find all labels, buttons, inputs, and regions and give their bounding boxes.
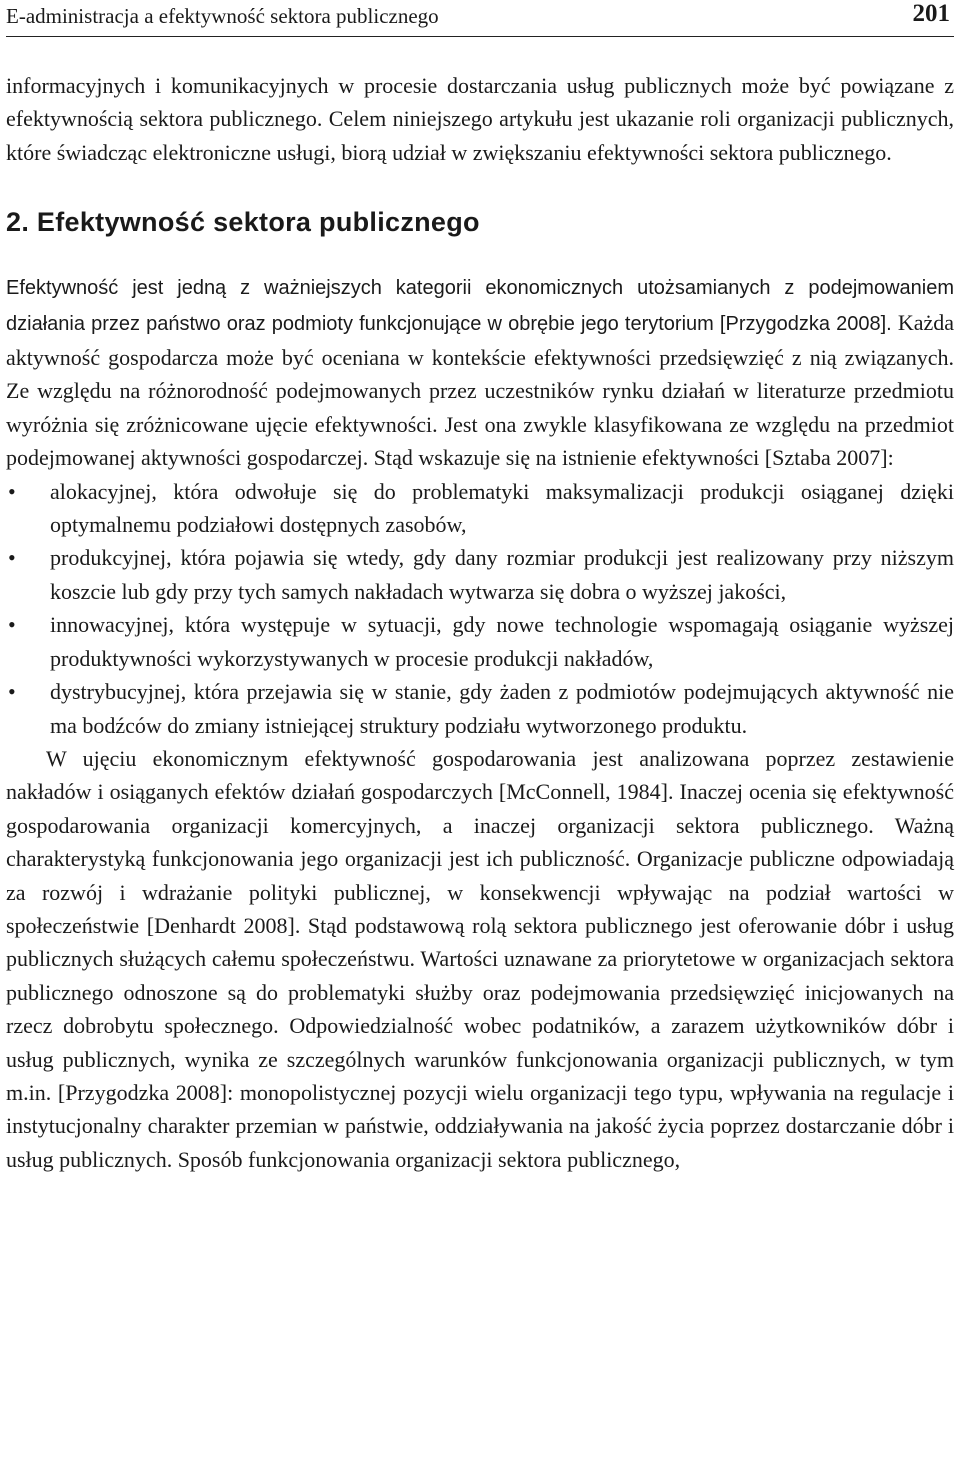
section-paragraph-1 (6, 270, 954, 474)
running-title: E-administracja a efektywność sektora publicznego (6, 4, 439, 28)
list-item (6, 475, 954, 542)
section-heading: 2. Efektywność sektora publicznego (6, 207, 480, 238)
list-item (6, 608, 954, 675)
list-item-text: dystrybucyjnej, która przejawia się w stanie, gdy żaden z podmiotów podejmujących aktywność nie ma bodźców do zmiany istniejącej struktury podziału wytworzonego produktu. (50, 679, 954, 738)
bullet-icon: • (8, 545, 16, 571)
bullet-icon: • (8, 612, 16, 638)
list-item (6, 675, 954, 742)
list-item-text: produkcyjnej, która pojawia się wtedy, gdy dany rozmiar produkcji jest realizowany przy niższym koszcie lub gdy przy tych samych nakładach wytwarza się dobra o wyższej jakości, (50, 545, 954, 604)
bullet-icon: • (8, 478, 16, 504)
efficiency-types-list (6, 475, 954, 742)
bullet-icon: • (8, 679, 16, 705)
document-page (6, 0, 954, 1484)
paragraph-1-sans-part: Efektywność jest jedną z ważniejszych kategorii ekonomicznych utożsamianych z podejmowaniem działania przez państwo oraz podmioty funkcjonujące w obrębie jego terytorium [Przygodzka 2008]. (6, 277, 954, 335)
list-item-text: innowacyjnej, która występuje w sytuacji, gdy nowe technologie wspomagają osiąganie wyższej produktywności wykorzystywanych w procesie produkcji nakładów, (50, 612, 954, 671)
section-paragraph-2: W ujęciu ekonomicznym efektywność gospodarowania jest analizowana poprzez zestawienie nakładów i osiąganych efektów działań gospodarczych [McConnell, 1984]. Inaczej ocenia się efektywność gospodarowania organizacji komercyjnych, a inaczej organizacji sektora publicznego. Ważną charakterystyką funkcjonowania jego organizacji jest ich publiczność. Organizacje publiczne odpowiadają za rozwój i wdrażanie polityki publicznej, w konsekwencji wpływając na podział wartości w społeczeństwie [Denhardt 2008]. Stąd podstawową rolą sektora publicznego jest oferowanie dóbr i usług publicznych służących całemu społeczeństwu. Wartości uznawane za priorytetowe w organizacjach sektora publicznego odnoszone są do problematyki służby oraz podejmowania przedsięwzięć inicjowanych na rzecz dobrobytu społecznego. Odpowiedzialność wobec podatników, a zarazem użytkowników dóbr i usług publicznych, wynika ze szczególnych warunków funkcjonowania organizacji publicznych, w tym m.in. [Przygodzka 2008]: monopolistycznej pozycji wielu organizacji tego typu, wpływania na regulacje i instytucjonalny charakter przemian w państwie, oddziaływania na jakość życia poprzez dostarczanie dóbr i usług publicznych. Sposób funkcjonowania organizacji sektora publicznego, (6, 745, 954, 1172)
running-header (6, 2, 954, 37)
list-item-text: alokacyjnej, która odwołuje się do problematyki maksymalizacji produkcji osiąganej dzięki optymalnemu podziałowi dostępnych zasobów, (50, 478, 954, 538)
list-item (6, 541, 954, 608)
page-number: 201 (912, 0, 950, 27)
intro-paragraph: informacyjnych i komunikacyjnych w procesie dostarczania usług publicznych może być powiązane z efektywnością sektora publicznego. Celem niniejszego artykułu jest ukazanie roli organizacji publicznych, które świadcząc elektroniczne usługi, biorą udział w zwiększaniu efektywności sektora publicznego. (6, 73, 954, 165)
paragraph-1-serif-part: Każda aktywność gospodarcza może być oceniana w kontekście efektywności przedsięwzięć z nią związanych. Ze względu na różnorodność podejmowanych przez uczestników rynku działań w literaturze przedmiotu wyróżnia się zróżnicowane ujęcie efektywności. Jest ona zwykle klasyfikowana ze względu na przedmiot podejmowanej aktywności gospodarczej. Stąd wskazuje się na istnienie efektywności [Sztaba 2007]: (6, 309, 954, 471)
